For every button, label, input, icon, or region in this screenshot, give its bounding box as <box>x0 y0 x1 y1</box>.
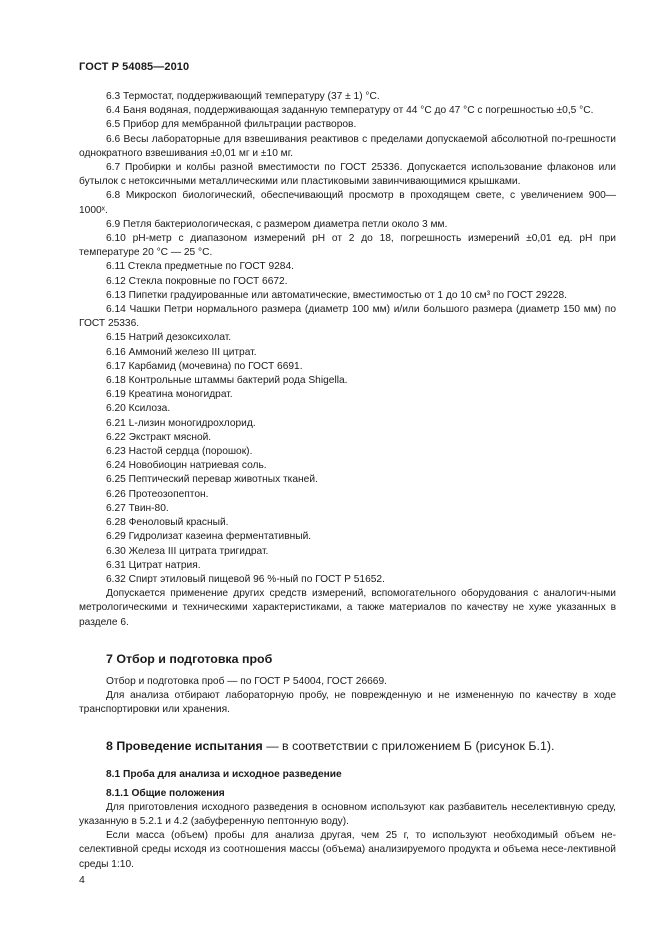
list-item: 6.23 Настой сердца (порошок). <box>106 446 253 458</box>
list-item: 6.4 Баня водяная, поддерживающая заданную температуру от 44 °С до 47 °С с погрешностью ±0,5 °С. <box>106 105 594 117</box>
list-item: 6.6 Весы лабораторные для взвешивания реактивов с пределами допускаемой абсолютной по-грешности однократного взвешивания ±0,01 мг и ±10 мг. <box>79 133 616 159</box>
page-number: 4 <box>79 874 85 886</box>
document-code: ГОСТ Р 54085—2010 <box>79 61 190 73</box>
list-item: 6.3 Термостат, поддерживающий температуру (37 ± 1) °С. <box>106 91 380 102</box>
list-item: 6.28 Феноловый красный. <box>106 517 229 529</box>
list-item: 6.22 Экстракт мясной. <box>106 431 212 443</box>
list-item: 6.19 Креатина моногидрат. <box>106 389 233 401</box>
section-7-paragraph-1: Отбор и подготовка проб — по ГОСТ Р 54004, ГОСТ 26669. <box>106 675 387 687</box>
equipment-list <box>79 90 616 587</box>
note-paragraph: Допускается применение других средств измерений, вспомогательного оборудования с аналогич-ными метрологическими и техническими характеристиками, а также материалов по качеству не хуже указанных в разделе 6. <box>79 588 616 628</box>
list-item: 6.11 Стекла предметные по ГОСТ 9284. <box>106 261 294 273</box>
subsection-8-1-1-heading: 8.1.1 Общие положения <box>106 787 225 799</box>
section-8-paragraph-2: Если масса (объем) пробы для анализа другая, чем 25 г, то используют необходимый объем не-селективной среды исходя из соотношения массы (объема) анализируемого продукта и объема несе-лективной среды 1:10. <box>79 830 616 870</box>
list-item: 6.26 Протеозопептон. <box>106 488 209 500</box>
list-item: 6.8 Микроскоп биологический, обеспечивающий просмотр в проходящем свете, с увеличением 900—1000ˣ. <box>79 190 616 216</box>
section-8-heading <box>79 738 616 754</box>
list-item: 6.7 Пробирки и колбы разной вместимости по ГОСТ 25336. Допускается использование флаконов или бутылок с нетоксичными металлическими или пластиковыми завинчивающимися крышками. <box>79 162 616 188</box>
list-item: 6.9 Петля бактериологическая, с размером диаметра петли около 3 мм. <box>106 218 448 230</box>
section-8-title-rest: — в соответствии с приложением Б (рисунок Б.1). <box>262 739 555 754</box>
list-item: 6.24 Новобиоцин натриевая соль. <box>106 460 267 472</box>
list-item: 6.18 Контрольные штаммы бактерий рода Shigella. <box>106 375 348 387</box>
list-item: 6.20 Ксилоза. <box>106 403 171 415</box>
section-7-heading <box>79 651 616 667</box>
list-item: 6.29 Гидролизат казеина ферментативный. <box>106 531 312 543</box>
list-item: 6.30 Железа III цитрата тригидрат. <box>106 545 269 557</box>
list-item: 6.16 Аммоний железо III цитрат. <box>106 346 257 358</box>
subsection-8-1-heading: 8.1 Проба для анализа и исходное разведение <box>106 769 342 781</box>
section-7-title: 7 Отбор и подготовка проб <box>106 651 273 666</box>
list-item: 6.32 Спирт этиловый пищевой 96 %-ный по ГОСТ Р 51652. <box>106 573 385 585</box>
list-item: 6.10 pH-метр с диапазоном измерений pH от 2 до 18, погрешность измерений ±0,01 ед. pH при температуре 20 °С — 25 °С. <box>79 233 616 259</box>
list-item: 6.25 Пептический перевар животных тканей. <box>106 474 318 486</box>
list-item: 6.14 Чашки Петри нормального размера (диаметр 100 мм) и/или большого размера (диаметр 150 мм) по ГОСТ 25336. <box>79 304 616 330</box>
list-item: 6.12 Стекла покровные по ГОСТ 6672. <box>106 275 288 287</box>
list-item: 6.31 Цитрат натрия. <box>106 559 201 571</box>
list-item: 6.5 Прибор для мембранной фильтрации растворов. <box>106 119 357 131</box>
list-item: 6.21 L-лизин моногидрохлорид. <box>106 417 256 429</box>
section-8-paragraph-1: Для приготовления исходного разведения в основном используют как разбавитель неселективную среду, указанную в 5.2.1 и 4.2 (забуференную пептонную воду). <box>79 801 616 827</box>
section-7-paragraph-2: Для анализа отбирают лабораторную пробу, не поврежденную и не измененную по качеству в ходе транспортировки или хранения. <box>79 689 616 716</box>
list-item: 6.27 Твин-80. <box>106 502 169 514</box>
list-item: 6.17 Карбамид (мочевина) по ГОСТ 6691. <box>106 360 303 372</box>
list-item: 6.15 Натрий дезоксихолат. <box>106 332 232 344</box>
page-content <box>79 90 616 872</box>
section-8-title: 8 Проведение испытания <box>106 739 263 754</box>
list-item: 6.13 Пипетки градуированные или автоматические, вместимостью от 1 до 10 см³ по ГОСТ 29228. <box>106 289 567 301</box>
